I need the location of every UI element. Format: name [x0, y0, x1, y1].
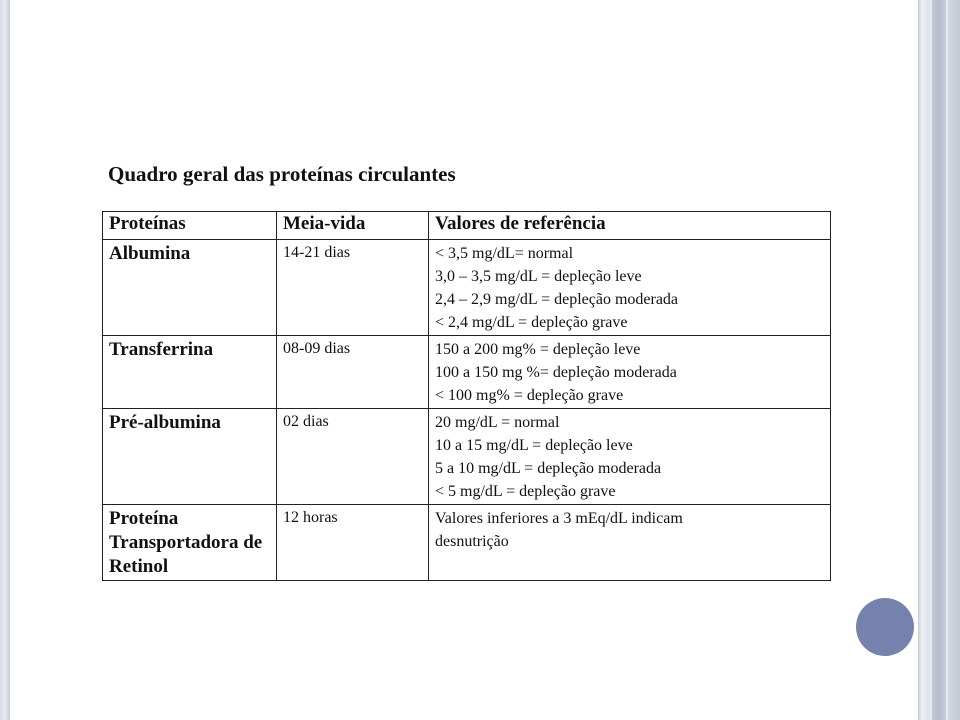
- header-proteins: Proteínas: [103, 212, 277, 240]
- protein-name: Albumina: [103, 240, 277, 336]
- protein-name: Pré-albumina: [103, 409, 277, 505]
- reference-line: 150 a 200 mg% = depleção leve: [435, 341, 641, 358]
- reference-line: 2,4 – 2,9 mg/dL = depleção moderada: [435, 291, 679, 308]
- table-row: [103, 505, 831, 581]
- half-life: 08-09 dias: [277, 336, 429, 409]
- reference-values: [429, 409, 831, 505]
- table-row: [103, 336, 831, 409]
- reference-line: Valores inferiores a 3 mEq/dL indicam: [435, 510, 683, 527]
- table-row: [103, 240, 831, 336]
- reference-line: 20 mg/dL = normal: [435, 414, 560, 431]
- reference-line: 100 a 150 mg %= depleção moderada: [435, 364, 677, 381]
- reference-line: < 3,5 mg/dL= normal: [435, 245, 574, 262]
- header-half-life: Meia-vida: [277, 212, 429, 240]
- half-life: 12 horas: [277, 505, 429, 581]
- reference-line: 5 a 10 mg/dL = depleção moderada: [435, 460, 662, 477]
- reference-line: < 100 mg% = depleção grave: [435, 387, 624, 404]
- slide-right-border: [918, 0, 960, 720]
- reference-values: [429, 505, 831, 581]
- reference-line: < 2,4 mg/dL = depleção grave: [435, 314, 628, 331]
- protein-name: Transferrina: [103, 336, 277, 409]
- table-header-row: [103, 212, 831, 240]
- reference-line: 10 a 15 mg/dL = depleção leve: [435, 437, 633, 454]
- reference-values: [429, 240, 831, 336]
- reference-line: < 5 mg/dL = depleção grave: [435, 483, 616, 500]
- header-reference-values: Valores de referência: [429, 212, 831, 240]
- table-title: Quadro geral das proteínas circulantes: [108, 162, 456, 186]
- reference-line: 3,0 – 3,5 mg/dL = depleção leve: [435, 268, 642, 285]
- protein-table: [102, 211, 831, 581]
- protein-name: Proteína Transportadora de Retinol: [103, 505, 277, 581]
- half-life: 02 dias: [277, 409, 429, 505]
- decorative-circle: [856, 598, 914, 656]
- slide-left-border: [0, 0, 10, 720]
- reference-values: [429, 336, 831, 409]
- reference-line: desnutrição: [435, 533, 509, 550]
- table-row: [103, 409, 831, 505]
- half-life: 14-21 dias: [277, 240, 429, 336]
